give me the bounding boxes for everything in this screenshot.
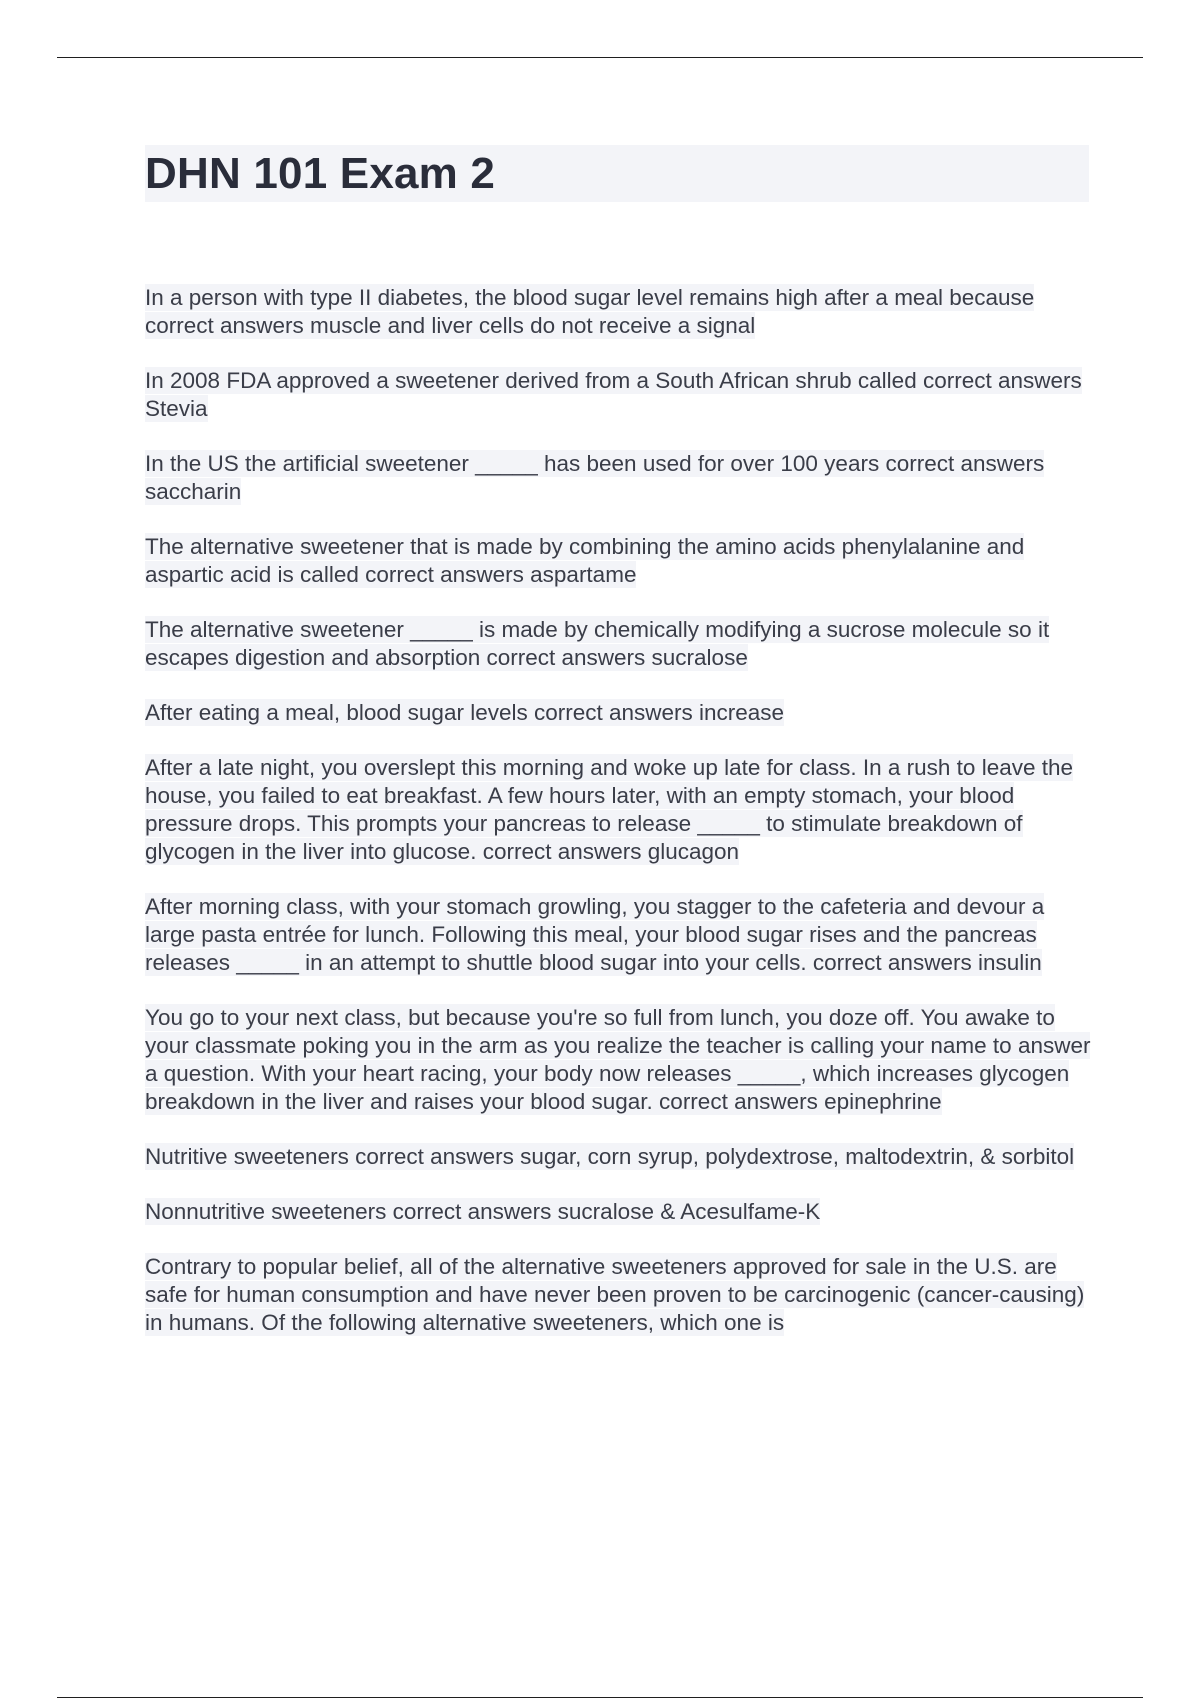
qa-item xyxy=(145,450,1095,506)
qa-item-text: In 2008 FDA approved a sweetener derived from a South African shrub called correct answers Stevia xyxy=(145,368,1082,421)
qa-item xyxy=(145,1198,1095,1226)
document-title: DHN 101 Exam 2 xyxy=(145,149,496,198)
qa-item-text: Contrary to popular belief, all of the alternative sweeteners approved for sale in the U.S. are safe for human consumption and have never been proven to be carcinogenic (cancer-causing) in humans. Of the following alternative sweeteners, which one is xyxy=(145,1254,1085,1335)
bottom-rule xyxy=(57,1697,1143,1698)
qa-item xyxy=(145,284,1095,340)
qa-item-text: Nutritive sweeteners correct answers sugar, corn syrup, polydextrose, maltodextrin, & sorbitol xyxy=(145,1144,1075,1169)
qa-item xyxy=(145,754,1095,866)
qa-item xyxy=(145,699,1095,727)
qa-item xyxy=(145,616,1095,672)
qa-item-text: The alternative sweetener that is made by combining the amino acids phenylalanine and aspartic acid is called correct answers aspartame xyxy=(145,534,1025,587)
qa-item xyxy=(145,533,1095,589)
top-rule xyxy=(57,57,1143,58)
qa-item xyxy=(145,1004,1095,1116)
qa-item xyxy=(145,367,1095,423)
qa-item xyxy=(145,1143,1095,1171)
qa-item xyxy=(145,1253,1095,1337)
qa-item-text: In a person with type II diabetes, the blood sugar level remains high after a meal because correct answers muscle and liver cells do not receive a signal xyxy=(145,285,1035,338)
qa-item-text: After a late night, you overslept this morning and woke up late for class. In a rush to leave the house, you failed to eat breakfast. A few hours later, with an empty stomach, your blood pressure drops. This prompts your pancreas to release _____ to stimulate breakdown of glycogen in the liver into glucose. correct answers glucagon xyxy=(145,755,1074,864)
qa-item-text: In the US the artificial sweetener _____ has been used for over 100 years correct answers saccharin xyxy=(145,451,1045,504)
qa-item-text: After eating a meal, blood sugar levels correct answers increase xyxy=(145,700,785,725)
qa-list xyxy=(145,284,1095,1364)
qa-item-text: The alternative sweetener _____ is made by chemically modifying a sucrose molecule so it escapes digestion and absorption correct answers sucralose xyxy=(145,617,1050,670)
qa-item-text: You go to your next class, but because you're so full from lunch, you doze off. You awake to your classmate poking you in the arm as you realize the teacher is calling your name to answer a question. With your heart racing, your body now releases _____, which increases glycogen breakdown in the liver and raises your blood sugar. correct answers epinephrine xyxy=(145,1005,1091,1114)
qa-item-text: Nonnutritive sweeteners correct answers sucralose & Acesulfame-K xyxy=(145,1199,821,1224)
qa-item xyxy=(145,893,1095,977)
qa-item-text: After morning class, with your stomach growling, you stagger to the cafeteria and devour a large pasta entrée for lunch. Following this meal, your blood sugar rises and the pancreas releases _____ in an attempt to shuttle blood sugar into your cells. correct answers insulin xyxy=(145,894,1045,975)
